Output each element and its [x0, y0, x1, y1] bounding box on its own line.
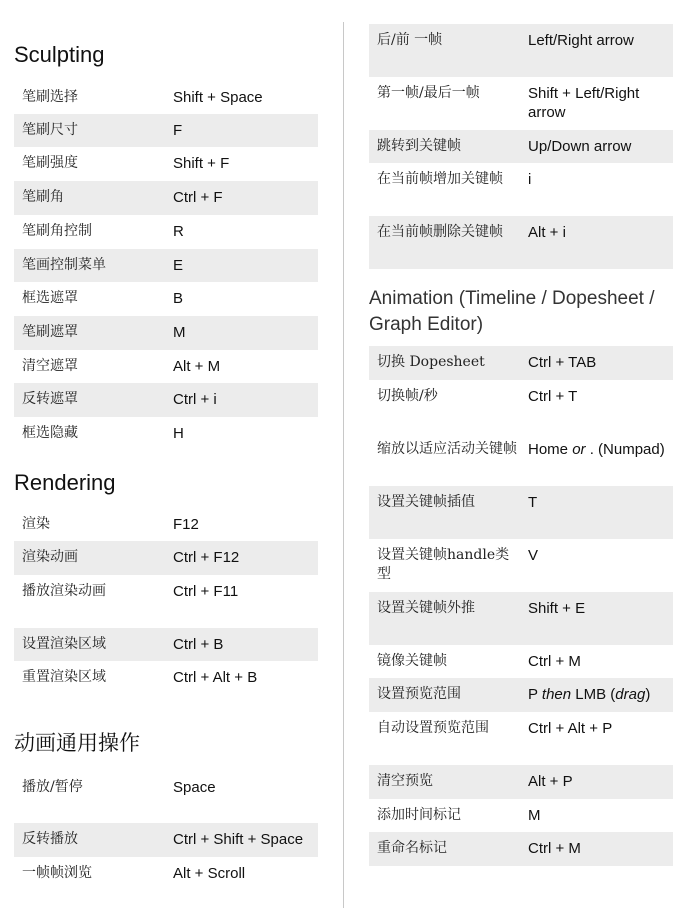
column-divider — [343, 22, 344, 908]
shortcut-row — [14, 350, 318, 383]
shortcut-keys: Ctrl + i — [173, 391, 217, 408]
shortcut-action: 笔刷角控制 — [22, 223, 92, 239]
section-title-animation-general: 动画通用操作 — [14, 731, 140, 755]
shortcut-row — [369, 216, 673, 269]
shortcut-keys: M — [528, 807, 541, 824]
shortcut-keys: Ctrl + T — [528, 388, 578, 405]
shortcut-action: 设置关键帧外推 — [377, 600, 475, 616]
shortcut-action: 笔刷强度 — [22, 155, 78, 171]
shortcut-row — [369, 832, 673, 866]
section-title-sculpting: Sculpting — [14, 42, 105, 67]
shortcut-row — [14, 249, 318, 282]
shortcut-action: 一帧帧浏览 — [22, 865, 92, 881]
shortcut-action: 在当前帧增加关键帧 — [377, 171, 503, 187]
keys-part-italic: drag — [615, 686, 646, 703]
shortcut-keys: Ctrl + Alt + P — [528, 720, 613, 737]
shortcut-row — [369, 645, 673, 678]
shortcut-keys: Ctrl + M — [528, 840, 581, 857]
shortcut-action: 笔刷遮罩 — [22, 324, 78, 340]
shortcut-keys: Ctrl + TAB — [528, 354, 597, 371]
shortcut-action: 设置预览范围 — [377, 686, 461, 702]
shortcut-row — [14, 823, 318, 857]
shortcut-action: 后/前 一帧 — [377, 32, 443, 48]
shortcut-action: 切换帧/秒 — [377, 388, 438, 404]
shortcut-keys: F12 — [173, 516, 199, 533]
shortcut-keys: Shift + F — [173, 155, 230, 172]
shortcut-row — [369, 130, 673, 163]
keys-part: Home — [528, 441, 573, 458]
shortcut-action: 添加时间标记 — [377, 807, 461, 823]
shortcut-row — [14, 114, 318, 147]
shortcut-row — [14, 147, 318, 181]
shortcut-keys: B — [173, 290, 184, 307]
shortcut-action: 清空预览 — [377, 773, 433, 789]
shortcut-row — [369, 380, 673, 433]
shortcut-keys: T — [528, 494, 538, 511]
shortcut-action: 切换 Dopesheet — [377, 354, 485, 370]
shortcut-action: 设置渲染区域 — [22, 636, 106, 652]
shortcut-action: 笔画控制菜单 — [22, 257, 106, 273]
shortcut-action: 反转播放 — [22, 831, 78, 847]
shortcut-keys: Alt + M — [173, 358, 221, 375]
section-title-rendering: Rendering — [14, 470, 116, 495]
shortcut-action: 重命名标记 — [377, 840, 447, 856]
shortcut-row — [14, 282, 318, 316]
shortcut-action: 自动设置预览范围 — [377, 720, 489, 736]
shortcut-keys: i — [528, 171, 532, 188]
shortcut-action: 框选隐藏 — [22, 425, 78, 441]
shortcut-action: 设置关键帧插值 — [377, 494, 475, 510]
shortcut-action: 渲染动画 — [22, 549, 78, 565]
shortcut-action: 重置渲染区域 — [22, 669, 106, 685]
shortcut-keys: Ctrl + M — [528, 653, 581, 670]
shortcut-action: 设置关键帧handle类型 — [377, 547, 510, 582]
shortcut-action: 播放渲染动画 — [22, 583, 106, 599]
shortcut-row — [14, 857, 318, 891]
shortcut-row — [369, 163, 673, 216]
shortcut-action: 清空遮罩 — [22, 358, 78, 374]
shortcut-keys: Ctrl + B — [173, 636, 224, 653]
shortcut-action: 渲染 — [22, 516, 50, 532]
shortcut-row — [14, 383, 318, 417]
keys-part: ) — [645, 686, 651, 703]
section-title-animation: Animation (Timeline / Dopesheet / Graph Editor) — [369, 288, 655, 335]
shortcut-action: 在当前帧删除关键帧 — [377, 224, 503, 240]
shortcut-row — [369, 346, 673, 380]
shortcut-row — [14, 417, 318, 451]
shortcut-keys: Shift + E — [528, 600, 586, 617]
shortcut-row — [369, 678, 673, 712]
shortcut-keys: M — [173, 324, 186, 341]
shortcut-keys: Alt + P — [528, 773, 573, 790]
shortcut-keys: Ctrl + F — [173, 189, 223, 206]
shortcut-action: 笔刷选择 — [22, 89, 78, 105]
shortcut-action: 反转遮罩 — [22, 391, 78, 407]
shortcut-action: 跳转到关键帧 — [377, 138, 461, 154]
shortcut-keys: F — [173, 122, 183, 139]
shortcut-action: 笔刷角 — [22, 189, 64, 205]
shortcut-row — [369, 799, 673, 832]
shortcut-row — [14, 181, 318, 215]
shortcut-row — [14, 541, 318, 575]
shortcut-action: 镜像关键帧 — [377, 653, 447, 669]
shortcut-row — [369, 24, 673, 77]
shortcut-keys: Ctrl + Alt + B — [173, 669, 258, 686]
shortcut-row — [14, 628, 318, 661]
shortcut-row — [369, 592, 673, 645]
shortcut-keys: Shift + Space — [173, 89, 263, 106]
shortcut-row — [14, 508, 318, 541]
keys-part-italic: or — [572, 441, 586, 458]
shortcut-action: 播放/暂停 — [22, 779, 83, 795]
shortcut-keys: Alt + Scroll — [173, 865, 246, 882]
shortcut-keys: V — [528, 547, 539, 564]
shortcut-keys: Ctrl + Shift + Space — [173, 831, 304, 848]
shortcut-row — [369, 486, 673, 539]
shortcut-row — [14, 575, 318, 628]
shortcut-keys: Alt + i — [528, 224, 566, 241]
keys-part-italic: then — [541, 686, 572, 703]
shortcut-row — [369, 433, 673, 486]
shortcut-keys: Shift + Left/Right arrow — [528, 85, 640, 121]
shortcut-action: 笔刷尺寸 — [22, 122, 78, 138]
shortcut-keys: E — [173, 257, 184, 274]
shortcut-row — [14, 661, 318, 695]
shortcut-action: 缩放以适应活动关键帧 — [377, 441, 517, 457]
shortcut-keys: Ctrl + F12 — [173, 549, 240, 566]
keys-part: . (Numpad) — [585, 441, 665, 458]
shortcut-keys: Left/Right arrow — [528, 32, 634, 49]
shortcut-keys: Ctrl + F11 — [173, 583, 239, 600]
shortcut-keys — [528, 440, 670, 459]
shortcut-keys: Up/Down arrow — [528, 138, 632, 155]
shortcut-keys: Space — [173, 779, 216, 796]
shortcut-action: 第一帧/最后一帧 — [377, 85, 480, 101]
shortcut-keys: H — [173, 425, 184, 442]
shortcut-row — [369, 765, 673, 799]
shortcut-row — [14, 316, 318, 350]
shortcut-row — [369, 77, 673, 130]
shortcut-row — [14, 771, 318, 823]
shortcut-row — [14, 215, 318, 249]
shortcut-row — [369, 712, 673, 765]
shortcut-keys — [528, 685, 670, 704]
shortcut-action: 框选遮罩 — [22, 290, 78, 306]
keys-part: LMB ( — [571, 686, 616, 703]
keys-part: P — [528, 686, 542, 703]
shortcut-row — [14, 81, 318, 114]
shortcut-row — [369, 539, 673, 592]
shortcut-keys: R — [173, 223, 184, 240]
